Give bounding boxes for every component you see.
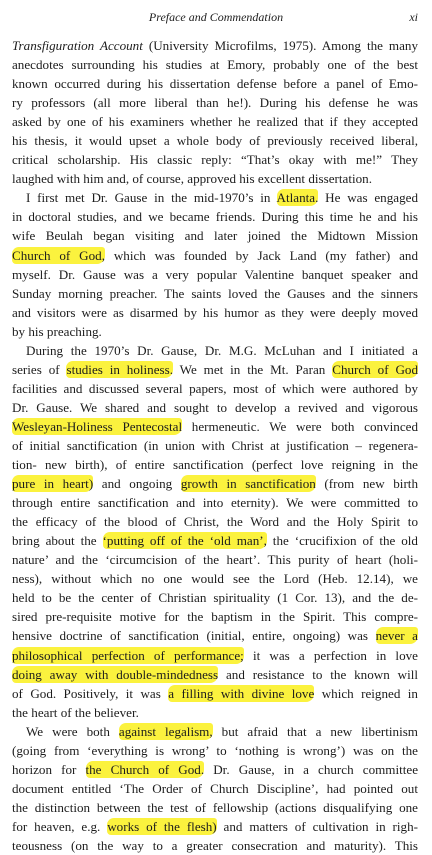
text-run: anecdotes surrounding his studies at Emory, probably one of the best	[12, 57, 418, 73]
text-line	[12, 646, 418, 665]
text-line	[12, 55, 418, 74]
text-line	[12, 360, 418, 379]
text-run: Dr. Gause. We shared and sought to develop a revived and vigorous	[12, 399, 418, 415]
text-run: the ‘crucifixion of the old	[266, 533, 418, 549]
text-run: bring about the	[12, 533, 103, 549]
text-run: critical scholarship. His classic reply: “That’s okay with me!” They	[12, 152, 418, 168]
text-run: Dr. Gause, in a church committee	[204, 761, 419, 777]
highlighted-phrase: Wesleyan-Holiness Pentecostal	[12, 418, 183, 434]
text-run: of initial sanctification (in union with Christ at justification – regenera-	[12, 437, 418, 453]
highlighted-phrase: doing away with double-mindedness	[12, 666, 219, 682]
text-line	[12, 722, 418, 741]
text-run: which reigned in	[314, 685, 418, 701]
text-run: document entitled ‘The Order of Church Discipline’, had pointed out	[12, 780, 418, 796]
highlighted-phrase: the Church of God.	[85, 761, 205, 777]
text-line	[12, 665, 418, 684]
highlighted-phrase: studies in holiness.	[66, 361, 173, 377]
text-line	[12, 188, 418, 207]
text-line	[12, 36, 418, 55]
text-run: and resistance to the known will	[218, 666, 418, 682]
text-line	[12, 93, 418, 112]
text-run: his thesis, it would upset a whole body of previously received liberal,	[12, 133, 418, 149]
text-run: nature’ and the ‘circumcision of the heart’. This purity of heart (holi-	[12, 552, 418, 568]
text-line	[12, 626, 418, 645]
running-header	[0, 6, 432, 28]
text-line	[12, 207, 418, 226]
text-line	[12, 322, 418, 341]
text-run: I first met Dr. Gause in the mid-1970’s in	[26, 190, 277, 206]
text-line	[12, 169, 418, 188]
page-number: xi	[409, 10, 418, 24]
text-line	[12, 741, 418, 760]
text-run: (going from ‘everything is wrong’ to ‘nothing is wrong’) was on the	[12, 742, 418, 758]
text-run: hermeneutic. We were both convinced	[182, 418, 418, 434]
text-run: laughed with him and, of course, approved his excellent dissertation.	[12, 171, 372, 187]
text-run: held to be the center of Christian spirituality (1 Cor. 13), and the de-	[12, 590, 418, 606]
text-run: the efficacy of the blood of Christ, the Word and the Holy Spirit to	[12, 514, 418, 530]
text-run: We were both	[26, 723, 119, 739]
text-run: and ongoing	[93, 476, 181, 492]
highlighted-phrase: never a	[375, 628, 418, 644]
text-line	[12, 74, 418, 93]
highlighted-phrase: pure in heart)	[12, 476, 94, 492]
text-line	[12, 226, 418, 245]
text-run: tion- new birth), of entire sanctification (perfect love reigning in the	[12, 457, 418, 473]
text-run: in doctoral studies, and we became friends. During this time he and his	[12, 209, 418, 225]
text-run: asked by one of his examiners whether he realized that if they accepted	[12, 114, 418, 130]
text-run: through entire sanctification and into eternity). We were committed to	[12, 495, 418, 511]
text-run: known occurred during his dissertation defense before a panel of Emo-	[12, 76, 418, 92]
highlighted-phrase: Atlanta.	[276, 190, 319, 206]
text-run: ry professors (all more liberal than he!). During his defense he was	[12, 95, 418, 111]
highlighted-phrase: Church of God	[332, 361, 418, 377]
text-run: (from new birth	[315, 476, 418, 492]
text-line	[12, 550, 418, 569]
text-run: Sunday morning preacher. The saints loved the Gauses and the sinners	[12, 285, 418, 301]
text-run: the heart of the believer.	[12, 704, 139, 720]
text-line	[12, 284, 418, 303]
text-line	[12, 455, 418, 474]
text-run: for heaven, e.g.	[12, 818, 108, 834]
text-run: Transfiguration Account	[12, 38, 143, 53]
text-line	[12, 303, 418, 322]
text-line	[12, 150, 418, 169]
text-run: wife Beulah began visiting and later joined the Midtown Mission	[12, 228, 418, 244]
text-run: teousness (on the way to a greater consecration and maturity). This	[12, 837, 418, 853]
highlighted-phrase: works of the flesh)	[107, 818, 217, 834]
text-line	[12, 436, 418, 455]
text-line	[12, 569, 418, 588]
text-line	[12, 493, 418, 512]
text-line	[12, 531, 418, 550]
text-line	[12, 474, 418, 493]
text-run: We met in the Mt. Paran	[173, 361, 333, 377]
text-run: the distinction between the test of fellowship (actions disqualifying one	[12, 799, 418, 815]
highlighted-phrase: philosophical perfection of performance;	[12, 647, 244, 663]
text-run: series of	[12, 361, 67, 377]
body-text	[12, 36, 418, 855]
text-run: facilities and discussed several papers, most of which were authored by	[12, 380, 418, 396]
text-line	[12, 265, 418, 284]
highlighted-phrase: ‘putting off of the ‘old man’,	[102, 533, 267, 549]
text-line	[12, 607, 418, 626]
text-run: and matters of cultivation in righ-	[216, 818, 419, 834]
text-run: which was founded by Jack Land (my father) and	[104, 247, 418, 263]
text-run: sired pre-requisite motive for the baptism in the Spirit. This compre-	[12, 609, 418, 625]
text-run: horizon for	[12, 761, 86, 777]
text-run: it was a perfection in love	[243, 647, 418, 663]
text-run: He was engaged	[318, 190, 418, 206]
text-line	[12, 341, 418, 360]
highlighted-phrase: a filling with divine love	[168, 685, 315, 701]
text-run: by his preaching.	[12, 323, 102, 339]
running-title: Preface and Commendation	[148, 10, 284, 24]
text-line	[12, 779, 418, 798]
text-line	[12, 398, 418, 417]
text-run: and visitors were as disarmed by his humor as they were deeply moved	[12, 304, 418, 320]
text-line	[12, 417, 418, 436]
text-line	[12, 112, 418, 131]
text-line	[12, 131, 418, 150]
text-run: of God. Positively, it was	[12, 685, 169, 701]
text-line	[12, 760, 418, 779]
text-line	[12, 512, 418, 531]
text-line	[12, 379, 418, 398]
text-run: but afraid that a new libertinism	[212, 723, 418, 739]
text-line	[12, 703, 418, 722]
text-run: During the 1970’s Dr. Gause, Dr. M.G. McLuhan and I initiated a	[26, 342, 418, 358]
text-line	[12, 246, 418, 265]
text-line	[12, 836, 418, 855]
text-run: ness), without which no one would see the Lord (Heb. 12.14), we	[12, 571, 418, 587]
highlighted-phrase: against legalism,	[118, 723, 213, 739]
text-line	[12, 588, 418, 607]
highlighted-phrase: Church of God,	[12, 247, 105, 263]
text-run: hensive doctrine of sanctification (initial, entire, ongoing) was	[12, 628, 376, 644]
text-line	[12, 817, 418, 836]
text-line	[12, 798, 418, 817]
text-line	[12, 684, 418, 703]
highlighted-phrase: growth in sanctification	[180, 476, 316, 492]
text-run: (University Microfilms, 1975). Among the many	[142, 38, 419, 53]
text-run: myself. Dr. Gause was a very popular Valentine banquet speaker and	[12, 266, 418, 282]
